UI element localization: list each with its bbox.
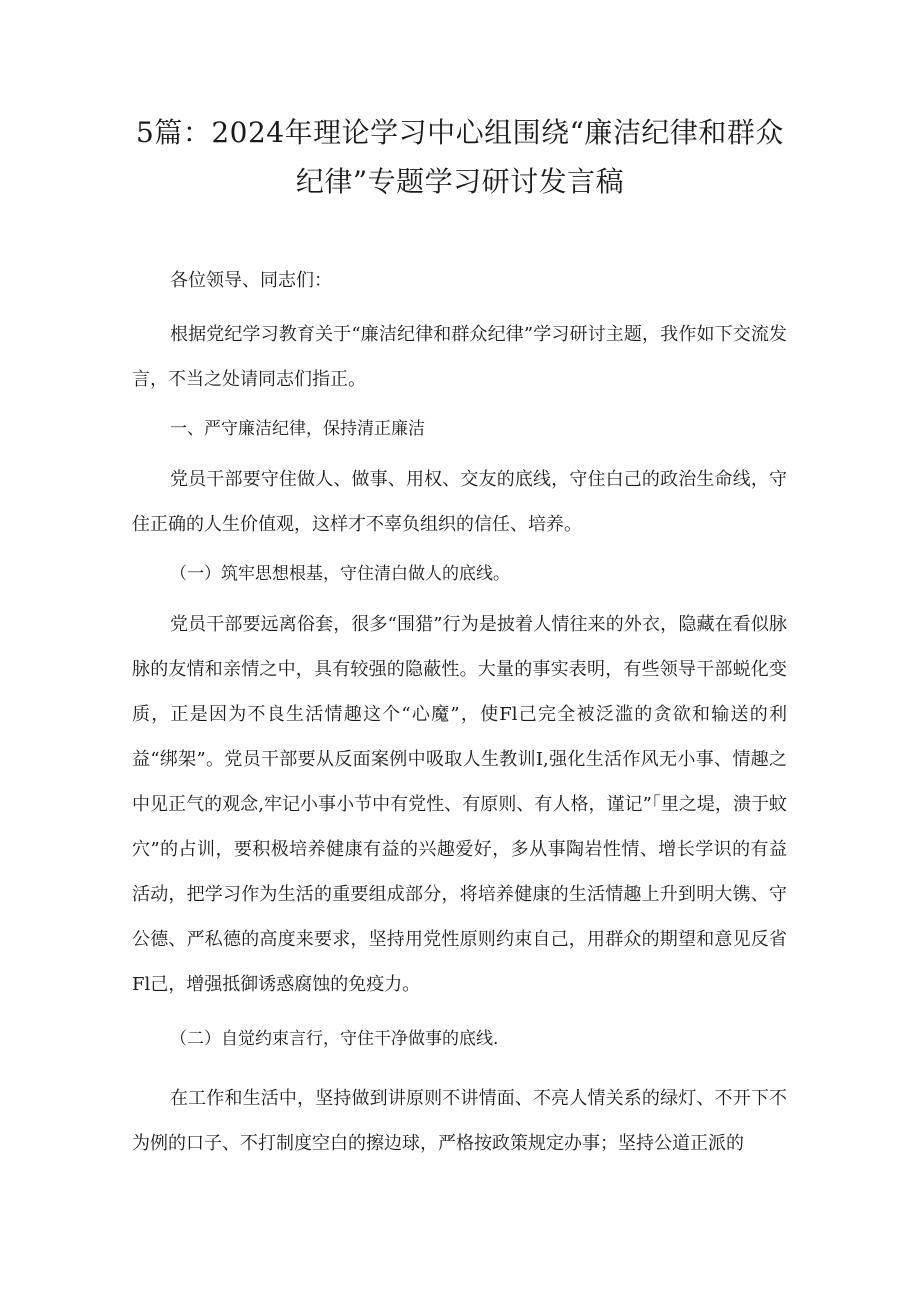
document-title [100, 108, 820, 206]
section-1-paragraph: 党员干部要守住做人、做事、用权、交友的底线，守住白己的政治生命线，守住正确的人生价值观，这样才不辜负组织的信任、培养。 [132, 469, 787, 535]
subsection-2-heading: （二）自觉约束言行，守住干净做事的底线. [170, 1029, 499, 1049]
subsection-2-paragraph: 在工作和生活中，坚持做到讲原则不讲情面、不亮人情关系的绿灯、不开下不为例的口子、不打制度空白的擦边球，严格按政策规定办事；坚持公道正派的 [132, 1088, 787, 1154]
title-line-1: 5篇：2024年理论学习中心组围绕“廉洁纪律和群众 [136, 116, 784, 149]
intro-paragraph: 根据党纪学习教育关于“廉洁纪律和群众纪律”学习研讨主题，我作如下交流发言，不当之处请同志们指正。 [132, 324, 787, 390]
subsection-1-paragraph: 党员干部要远离俗套，很多“围猎”行为是披着人情往来的外衣，隐藏在看似脉脉的友情和亲情之中，具有较强的隐蔽性。大量的事实表明，有些领导干部蜕化变质，正是因为不良生活情趣这个“心魔”，使Fl己完全被泛滥的贪欲和输送的利益“绑架”。党员干部要从反面案例中吸取人生教训I,强化生活作风无小事、情趣之中见正气的观念,牢记小事小节中有党性、有原则、有人格，谨记”「里之堤，溃于蚊穴”的占训，要积极培养健康有益的兴趣爱好，多从事陶岩性情、增长学识的有益活动，把学习作为生活的重要组成部分，将培养健康的生活情趣上升到明大镌、守公德、严私德的高度来要求，坚持用党性原则约束自己，用群众的期望和意见反省Fl己，增强抵御诱惑腐蚀的免疫力。 [132, 614, 787, 995]
section-1-heading: 一、严守廉洁纪律，保持清正廉洁 [170, 419, 425, 439]
title-line-2: 纪律”专题学习研讨发言稿 [295, 165, 625, 198]
salutation: 各位领导、同志们： [170, 270, 332, 291]
subsection-1-heading: （一）筑牢思想根基，守住清白做人的底线。 [170, 564, 510, 584]
document-body [132, 258, 787, 1171]
